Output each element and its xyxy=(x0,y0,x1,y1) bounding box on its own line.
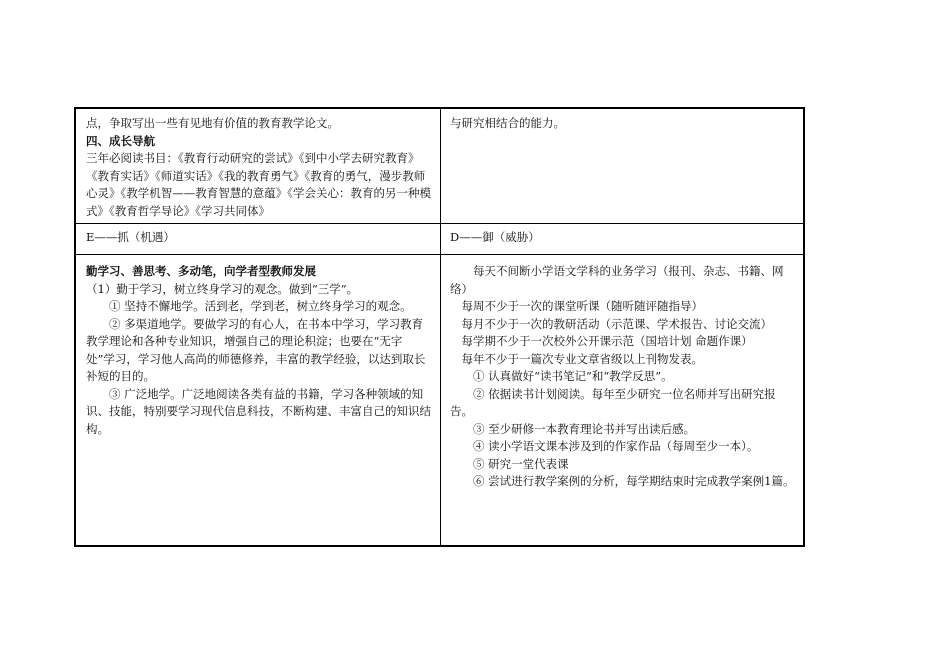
opportunity-title-cell xyxy=(86,229,431,247)
plan-item-2: 每周不少于一次的课堂听课（随听随评随指导） xyxy=(461,299,703,313)
learning-point-4: ③ 广泛地学。广泛地阅读各类有益的书籍，学习各种领域的知识、技能，特别要学习现代信息科技，不断构建、丰富自己的知识结构。 xyxy=(86,386,431,436)
plan-item-11: ⑥ 尝试进行教学案例的分析，每学期结束时完成教学案例1篇。 xyxy=(473,474,795,488)
row-divider-1 xyxy=(76,223,803,224)
row-divider-2 xyxy=(76,254,803,255)
plan-item-10: ⑤ 研究一堂代表课 xyxy=(473,456,569,471)
top-right-cell xyxy=(450,115,795,133)
top-left-line: 点，争取写出一些有见地有价值的教育教学论文。 xyxy=(86,116,339,130)
learning-point-2: ① 坚持不懈地学。活到老，学到老，树立终身学习的观念。 xyxy=(109,299,412,313)
plan-item-9: ④ 读小学语文课本涉及到的作家作品（每周至少一本）。 xyxy=(473,439,759,453)
opportunity-content-cell xyxy=(86,263,431,438)
top-left-cell xyxy=(86,115,431,220)
column-divider xyxy=(440,109,441,545)
plan-item-8: ③ 至少研修一本教育理论书并写出读后感。 xyxy=(473,421,696,436)
learning-heading: 勤学习、善思考、多动笔，向学者型教师发展 xyxy=(86,264,316,278)
reading-list: 三年必阅读书目：《教育行动研究的尝试》《到中小学去研究教育》《教育实话》《师道实话》《我的教育勇气》《教育的勇气，漫步教师心灵》《教学机智——教育智慧的意蕴》《学会关心：教育的另一种模式》《教育哲学导论》《学习共同体》 xyxy=(86,151,431,218)
threat-content-cell xyxy=(450,263,796,491)
growth-navigation-heading: 四、成长导航 xyxy=(86,133,155,148)
threat-title-cell xyxy=(450,229,795,247)
plan-item-3: 每月不少于一次的教研活动（示范课、学术报告、讨论交流） xyxy=(461,316,772,331)
plan-item-6: ① 认真做好“读书笔记”和“教学反思”。 xyxy=(473,369,673,383)
plan-item-4: 每学期不少于一次校外公开课示范（国培计划 命题作课） xyxy=(461,334,753,348)
learning-point-1: （1）勤于学习，树立终身学习的观念。做到“三学”。 xyxy=(86,281,359,296)
swot-table xyxy=(74,107,805,547)
threat-title: D——御（威胁） xyxy=(450,230,540,244)
plan-item-5: 每年不少于一篇次专业文章省级以上刊物发表。 xyxy=(461,351,703,366)
opportunity-title: E——抓（机遇） xyxy=(86,230,175,244)
plan-item-7: ② 依据读书计划阅读。每年至少研究一位名师并写出研究报告。 xyxy=(450,386,776,418)
top-right-line: 与研究相结合的能力。 xyxy=(450,116,565,130)
plan-item-1: 每天不间断小学语文学科的业务学习（报刊、杂志、书籍、网络） xyxy=(450,264,784,296)
learning-point-3: ② 多渠道地学。要做学习的有心人，在书本中学习，学习教育教学理论和各种专业知识，增强自己的理论积淀；也要在“无字处”学习，学习他人高尚的师德修养，丰富的教学经验，以达到取长补短的目的。 xyxy=(86,316,426,383)
